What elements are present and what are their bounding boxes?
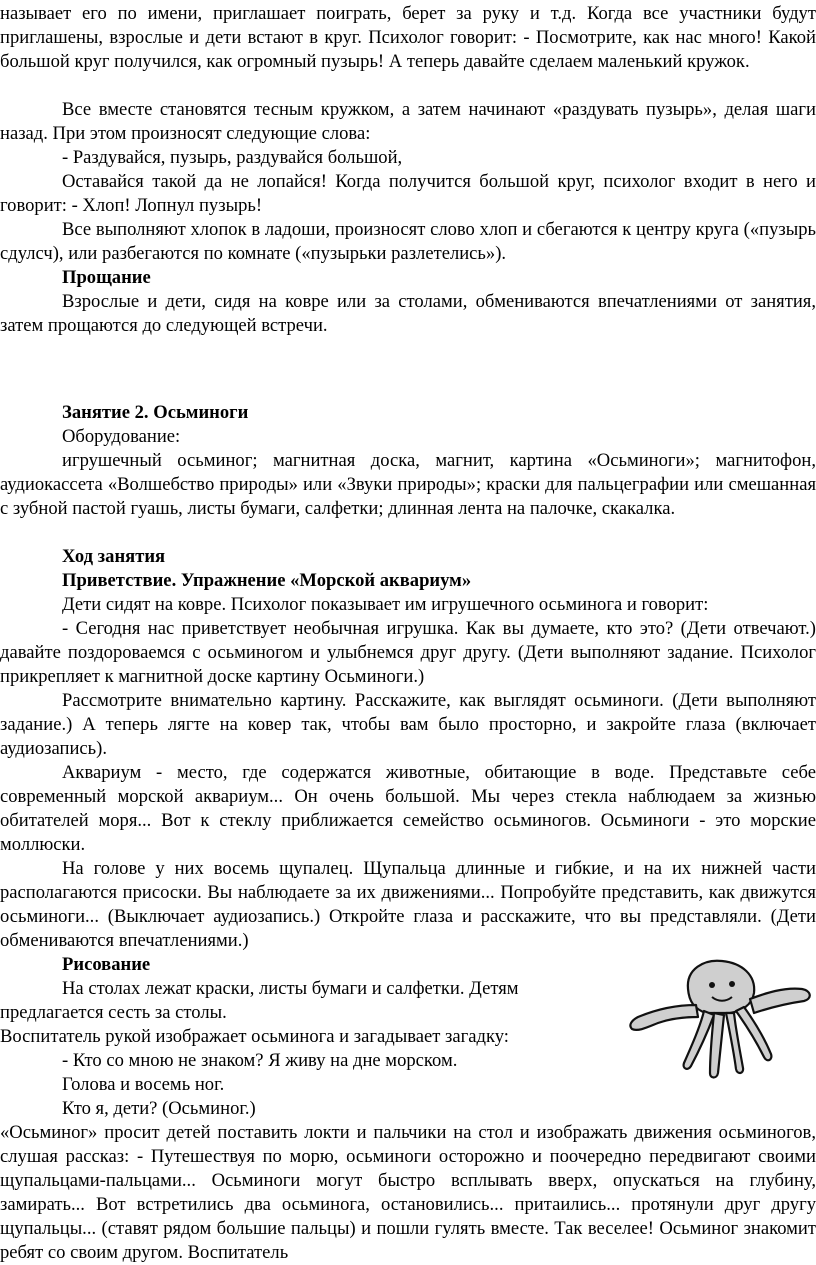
drawing-line-riddle-1: - Кто со мною не знаком? Я живу на дне морском. bbox=[62, 1050, 458, 1071]
heading-drawing: Рисование bbox=[62, 954, 151, 975]
heading-farewell: Прощание bbox=[62, 267, 151, 288]
drawing-line-paints: На столах лежат краски, листы бумаги и салфетки. Детям bbox=[62, 978, 519, 999]
equipment-text: игрушечный осьминог; магнитная доска, магнит, картина «Осьминоги»; магнитофон, аудиокассета «Волшебство природы» или «Звуки природы»; краски для пальцеграфии или смешанная с зубной пастой гуашь, листы бумаги, салфетки; длинная лента на палочке, скакалка. bbox=[0, 450, 816, 519]
lesson-title: Занятие 2. Осьминоги bbox=[62, 402, 249, 423]
paragraph-farewell: Взрослые и дети, сидя на ковре или за столами, обмениваются впечатлениями от занятия, затем прощаются до следующей встречи. bbox=[0, 291, 816, 336]
paragraph-greeting-toy: - Сегодня нас приветствует необычная игрушка. Как вы думаете, кто это? (Дети отвечают.) давайте поздороваемся с осьминогом и улыбнемся друг другу. (Дети выполняют задание. Психолог прикрепляет к магнитной доске картину Осьминоги.) bbox=[0, 618, 816, 687]
paragraph-tentacles: На голове у них восемь щупалец. Щупальца длинные и гибкие, и на их нижней части располагаются присоски. Вы наблюдаете за их движениями... Попробуйте представить, как движутся осьминоги... (Выключает аудиозапись.) Откройте глаза и расскажите, что вы представляли. (Дети обмениваются впечатлениями.) bbox=[0, 858, 816, 951]
heading-course: Ход занятия bbox=[62, 546, 166, 567]
drawing-line-riddle-intro: Воспитатель рукой изображает осьминога и загадывает загадку: bbox=[0, 1026, 509, 1047]
paragraph-bubble-start: Все вместе становятся тесным кружком, а затем начинают «раздувать пузырь», делая шаги назад. При этом произносят следующие слова: bbox=[0, 99, 816, 144]
drawing-line-riddle-3: Кто я, дети? (Осьминог.) bbox=[62, 1098, 256, 1119]
drawing-line-tables: предлагается сесть за столы. bbox=[0, 1002, 227, 1023]
paragraph-rhyme-line: - Раздувайся, пузырь, раздувайся большой, bbox=[62, 147, 403, 168]
paragraph-aquarium: Аквариум - место, где содержатся животные, обитающие в воде. Представьте себе современный морской аквариум... Он очень большой. Мы через стекла наблюдаем за жизнью обитателей моря... Вот к стеклу приближается семейство осьминогов. Осьминоги - это морские моллюски. bbox=[0, 762, 816, 855]
drawing-line-riddle-2: Голова и восемь ног. bbox=[62, 1074, 225, 1095]
paragraph-octopus-story: «Осьминог» просит детей поставить локти и пальчики на стол и изображать движения осьминогов, слушая рассказ: - Путешествуя по морю, осьминоги осторожно и поочередно передвигают своими щупальцами-пальцами... Осьминоги могут быстро всплывать вверх, опускаться на глубину, замирать... Вот встретились два осьминога, остановились... притаились... протянули друг другу щупальцы... (ставят рядом большие пальцы) и пошли гулять вместе. Так веселее! Осьминог знакомит ребят со своим другом. Воспитатель bbox=[0, 1122, 816, 1263]
paragraph-children-sit: Дети сидят на ковре. Психолог показывает им игрушечного осьминога и говорит: bbox=[62, 594, 709, 615]
octopus-drawing-icon bbox=[626, 955, 814, 1085]
heading-greeting: Приветствие. Упражнение «Морской аквариум» bbox=[62, 570, 472, 591]
paragraph-invitation: называет его по имени, приглашает поиграть, берет за руку и т.д. Когда все участники будут приглашены, взрослые и дети встают в круг. Психолог говорит: - Посмотрите, как нас много! Какой большой круг получился, как огромный пузырь! А теперь давайте сделаем маленький кружок. bbox=[0, 3, 816, 72]
paragraph-look-picture: Рассмотрите внимательно картину. Расскажите, как выглядят осьминоги. (Дети выполняют задание.) А теперь лягте на ковер так, чтобы вам было просторно, и закройте глаза (включает аудиозапись). bbox=[0, 690, 816, 759]
equipment-label: Оборудование: bbox=[62, 426, 181, 447]
paragraph-clap: Все выполняют хлопок в ладоши, произносят слово хлоп и сбегаются к центру круга («пузырь сдулсч), или разбегаются по комнате («пузырьки разлетелись»). bbox=[0, 219, 816, 264]
paragraph-rhyme-end: Оставайся такой да не лопайся! Когда получится большой круг, психолог входит в него и говорит: - Хлоп! Лопнул пузырь! bbox=[0, 171, 816, 216]
